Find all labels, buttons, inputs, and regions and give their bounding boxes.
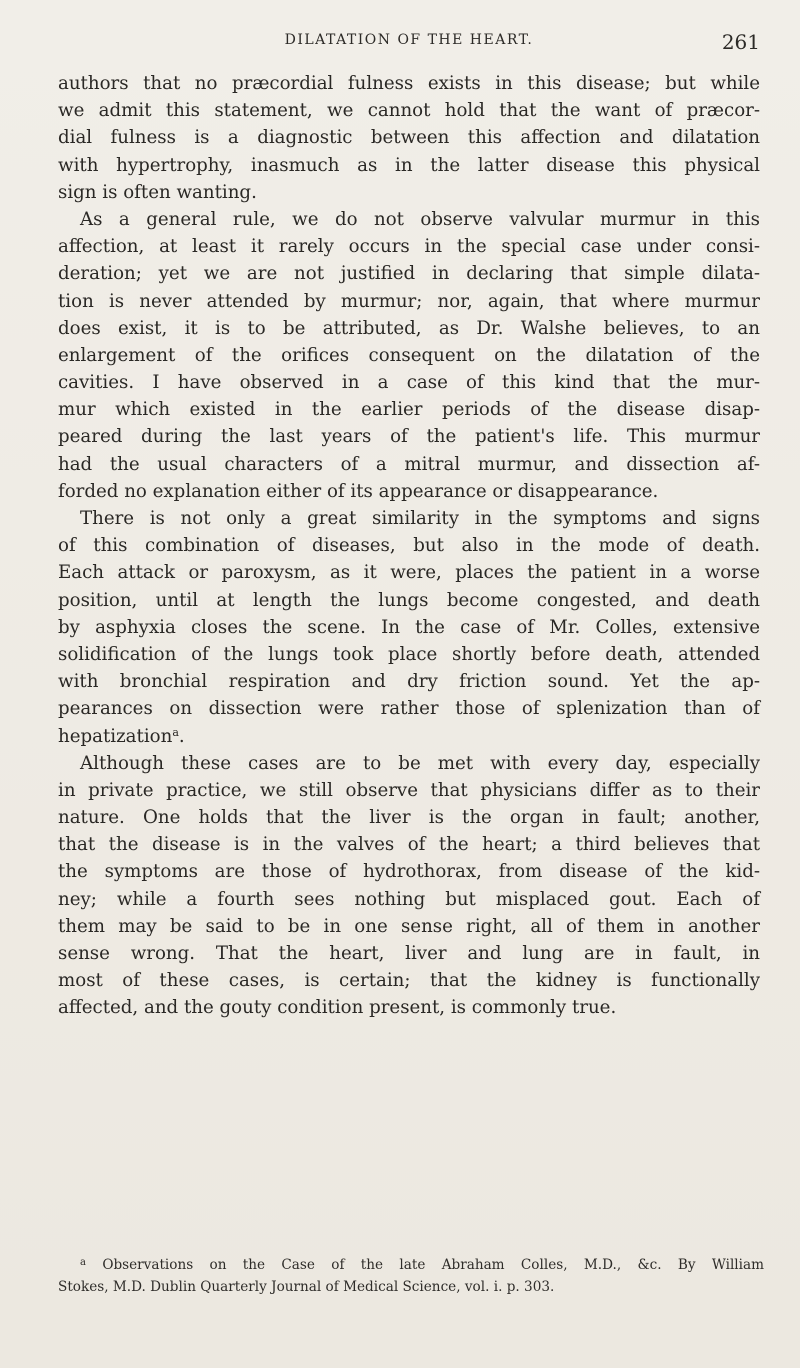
footnote-line (58, 1254, 764, 1276)
text-line: pearances on dissection were rather those of splenization than of (58, 698, 760, 720)
text-line: we admit this statement, we cannot hold that the want of præcor- (58, 100, 760, 122)
paragraph (58, 70, 760, 206)
text-line: Each attack or paroxysm, as it were, places the patient in a worse (58, 562, 760, 584)
footnote-reference[interactable]: a (172, 725, 179, 739)
text-line: by asphyxia closes the scene. In the case of Mr. Colles, extensive (58, 616, 760, 638)
text-line: forded no explanation either of its appearance or disappearance. (58, 480, 659, 502)
footnote-line: Stokes, M.D. Dublin Quarterly Journal of Medical Science, vol. i. p. 303. (58, 1279, 555, 1295)
page-header (58, 30, 760, 54)
text-line: solidification of the lungs took place shortly before death, attended (58, 643, 760, 665)
footnote (58, 1254, 764, 1298)
text-line: dial fulness is a diagnostic between this affection and dilatation (58, 127, 760, 149)
text-line-content: hepatization (58, 725, 173, 747)
text-line: mur which existed in the earlier periods of the disease disap- (58, 399, 760, 421)
text-line: deration; yet we are not justified in declaring that simple dilata- (58, 263, 760, 285)
text-line: affection, at least it rarely occurs in the special case under consi- (58, 236, 760, 258)
page-number: 261 (721, 30, 760, 54)
text-line: with hypertrophy, inasmuch as in the latter disease this physical (58, 154, 760, 176)
text-line: with bronchial respiration and dry friction sound. Yet the ap- (58, 671, 760, 693)
text-line: sign is often wanting. (58, 181, 257, 203)
body-text (58, 70, 760, 1022)
running-title: DILATATION OF THE HEART. (284, 32, 534, 48)
text-line: enlargement of the orifices consequent on the dilatation of the (58, 344, 760, 366)
text-line: in private practice, we still observe that physicians differ as to their (58, 779, 760, 801)
text-line: There is not only a great similarity in the symptoms and signs (80, 508, 760, 529)
paragraph (58, 206, 760, 505)
text-line: Although these cases are to be met with every day, especially (80, 752, 760, 774)
text-line: them may be said to be in one sense right, all of them in another (58, 915, 760, 937)
paragraph (58, 505, 760, 750)
text-line (58, 723, 760, 750)
text-line: does exist, it is to be attributed, as Dr. Walshe believes, to an (58, 317, 760, 339)
text-line: that the disease is in the valves of the heart; a third believes that (58, 834, 760, 856)
text-line: nature. One holds that the liver is the organ in fault; another, (58, 807, 760, 829)
footnote-mark: a (80, 1257, 86, 1268)
end-punctuation: . (178, 725, 185, 747)
text-line: position, until at length the lungs become congested, and death (58, 589, 760, 611)
text-line: affected, and the gouty condition present, is commonly true. (58, 997, 617, 1019)
paragraph (58, 750, 760, 1022)
text-line: most of these cases, is certain; that the kidney is functionally (58, 970, 760, 992)
text-line: authors that no præcordial fulness exists in this disease; but while (58, 73, 760, 94)
text-line: had the usual characters of a mitral murmur, and dissection af- (58, 453, 760, 475)
text-line: As a general rule, we do not observe valvular murmur in this (80, 208, 760, 230)
text-line: cavities. I have observed in a case of this kind that the mur- (58, 372, 760, 394)
text-line: of this combination of diseases, but also in the mode of death. (58, 535, 760, 557)
text-line: the symptoms are those of hydrothorax, from disease of the kid- (58, 861, 760, 883)
footnote-text: Observations on the Case of the late Abraham Colles, M.D., &c. By William (102, 1257, 764, 1273)
text-line: ney; while a fourth sees nothing but misplaced gout. Each of (58, 888, 760, 910)
text-line: sense wrong. That the heart, liver and lung are in fault, in (58, 943, 760, 964)
text-line: tion is never attended by murmur; nor, again, that where murmur (58, 290, 760, 312)
text-line: peared during the last years of the patient's life. This murmur (58, 426, 760, 448)
